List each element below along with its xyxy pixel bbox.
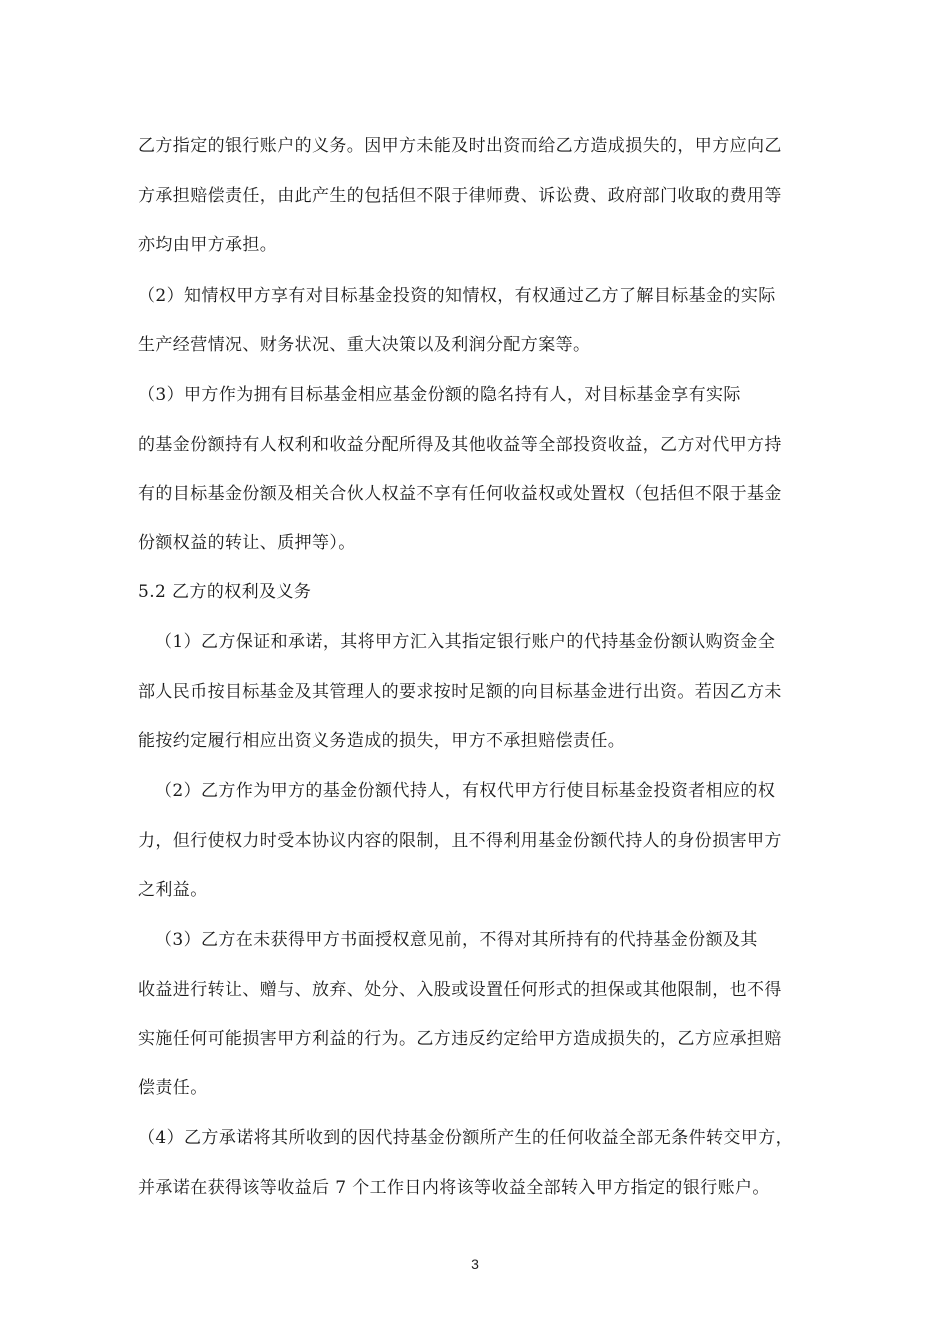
text-line: 乙方指定的银行账户的义务。因甲方未能及时出资而给乙方造成损失的，甲方应向乙 <box>138 136 782 156</box>
text-line: 实施任何可能损害甲方利益的行为。乙方违反约定给甲方造成损失的，乙方应承担赔 <box>138 1029 782 1049</box>
text-line: 并承诺在获得该等收益后 7 个工作日内将该等收益全部转入甲方指定的银行账户。 <box>138 1178 770 1198</box>
text-line: 之利益。 <box>138 880 208 900</box>
text-line: 偿责任。 <box>138 1078 208 1098</box>
text-line: 收益进行转让、赠与、放弃、处分、入股或设置任何形式的担保或其他限制，也不得 <box>138 980 782 1000</box>
text-line: 份额权益的转让、质押等）。 <box>138 533 356 553</box>
page-number: 3 <box>471 1256 479 1272</box>
text-line: 亦均由甲方承担。 <box>138 235 278 255</box>
text-line: （3）甲方作为拥有目标基金相应基金份额的隐名持有人，对目标基金享有实际 <box>138 385 741 405</box>
text-line: 方承担赔偿责任，由此产生的包括但不限于律师费、诉讼费、政府部门收取的费用等 <box>138 186 782 206</box>
text-line: 力，但行使权力时受本协议内容的限制，且不得利用基金份额代持人的身份损害甲方 <box>138 831 782 851</box>
text-line: （2）知情权甲方享有对目标基金投资的知情权，有权通过乙方了解目标基金的实际 <box>138 286 776 306</box>
text-line: （4）乙方承诺将其所收到的因代持基金份额所产生的任何收益全部无条件转交甲方， <box>138 1128 794 1148</box>
text-line: 有的目标基金份额及相关合伙人权益不享有任何收益权或处置权（包括但不限于基金 <box>138 484 782 504</box>
text-line: 生产经营情况、财务状况、重大决策以及利润分配方案等。 <box>138 335 591 355</box>
text-line: （2）乙方作为甲方的基金份额代持人，有权代甲方行使目标基金投资者相应的权 <box>155 781 776 801</box>
text-line: （3）乙方在未获得甲方书面授权意见前，不得对其所持有的代持基金份额及其 <box>155 930 758 950</box>
text-line: 能按约定履行相应出资义务造成的损失，甲方不承担赔偿责任。 <box>138 731 626 751</box>
text-line: 部人民币按目标基金及其管理人的要求按时足额的向目标基金进行出资。若因乙方未 <box>138 682 782 702</box>
text-line: 的基金份额持有人权利和收益分配所得及其他收益等全部投资收益，乙方对代甲方持 <box>138 435 782 455</box>
text-line: （1）乙方保证和承诺，其将甲方汇入其指定银行账户的代持基金份额认购资金全 <box>155 632 776 652</box>
section-heading: 5.2 乙方的权利及义务 <box>138 582 312 602</box>
